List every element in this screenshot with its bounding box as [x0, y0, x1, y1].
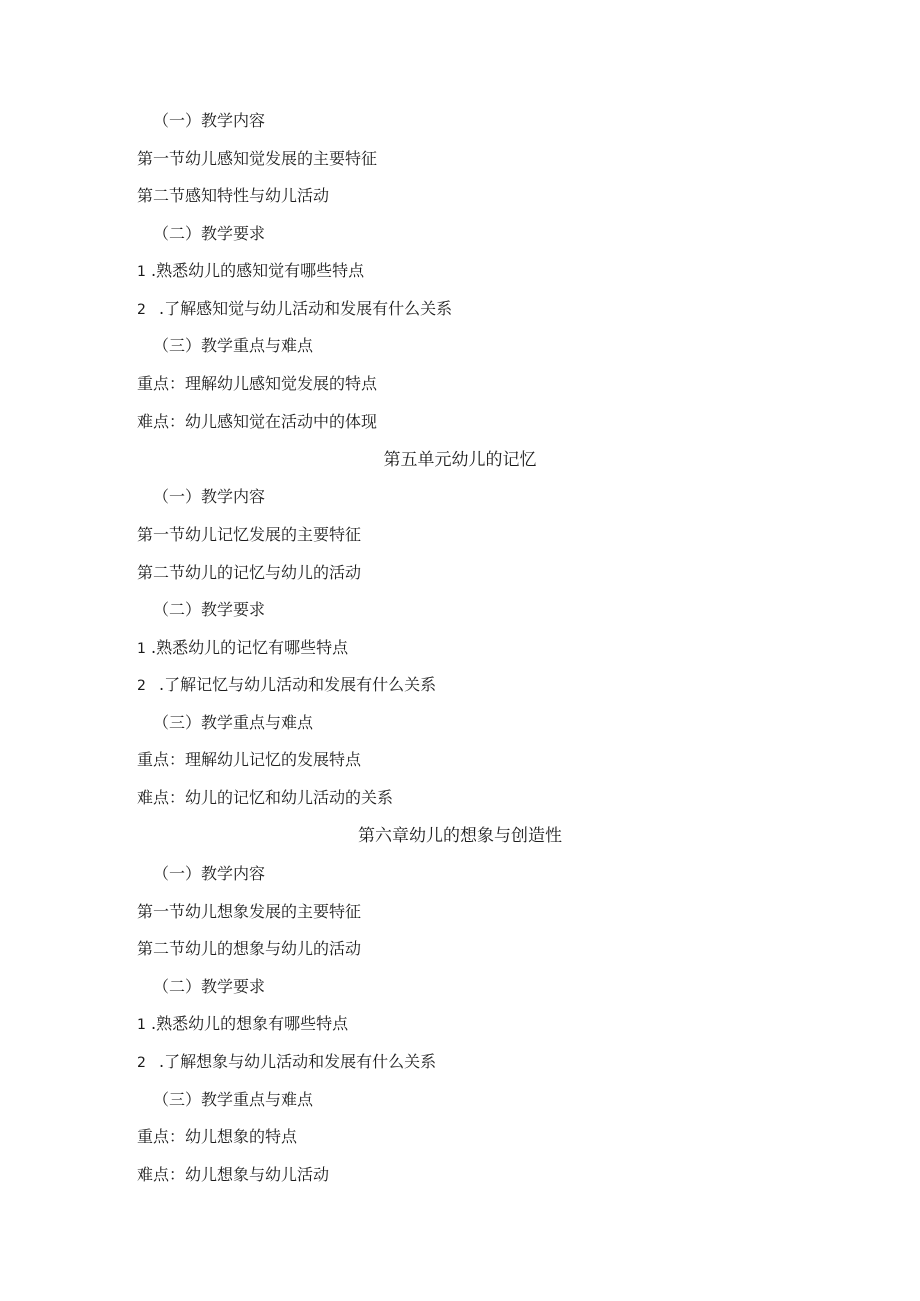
lesson-item: 第二节幼儿的记忆与幼儿的活动	[137, 563, 362, 582]
requirements-title: （二）教学要求	[153, 600, 266, 619]
requirement-number: 1	[137, 641, 146, 657]
difficulty-point: 难点：幼儿的记忆和幼儿活动的关系	[137, 788, 394, 807]
requirement-number: 2	[137, 1055, 146, 1071]
key-points-title: （三）教学重点与难点	[153, 336, 314, 355]
lesson-item: 第二节感知特性与幼儿活动	[137, 186, 330, 205]
content-title: （一）教学内容	[153, 864, 266, 883]
requirement-text: .了解想象与幼儿活动和发展有什么关系	[159, 1052, 437, 1071]
requirement-item	[137, 1010, 348, 1038]
requirement-number: 2	[137, 678, 146, 694]
requirement-text: .了解感知觉与幼儿活动和发展有什么关系	[159, 299, 453, 318]
difficulty-point: 难点：幼儿想象与幼儿活动	[137, 1165, 330, 1184]
requirement-item	[137, 295, 452, 323]
requirement-item	[137, 257, 364, 285]
lesson-item: 第一节幼儿感知觉发展的主要特征	[137, 149, 378, 168]
lesson-item: 第二节幼儿的想象与幼儿的活动	[137, 939, 362, 958]
requirement-item	[137, 671, 436, 699]
lesson-item: 第一节幼儿记忆发展的主要特征	[137, 525, 362, 544]
requirement-number: 1	[137, 264, 146, 280]
difficulty-point: 难点：幼儿感知觉在活动中的体现	[137, 412, 378, 431]
key-points-title: （三）教学重点与难点	[153, 1090, 314, 1109]
content-title: （一）教学内容	[153, 111, 266, 130]
key-point: 重点：幼儿想象的特点	[137, 1127, 298, 1146]
requirement-number: 1	[137, 1017, 146, 1033]
requirement-text: .熟悉幼儿的想象有哪些特点	[151, 1014, 349, 1033]
unit-heading: 第五单元幼儿的记忆	[383, 450, 537, 470]
requirement-text: .熟悉幼儿的记忆有哪些特点	[151, 638, 349, 657]
requirements-title: （二）教学要求	[153, 224, 266, 243]
key-point: 重点：理解幼儿记忆的发展特点	[137, 750, 362, 769]
chapter-heading: 第六章幼儿的想象与创造性	[358, 826, 562, 846]
requirement-text: .熟悉幼儿的感知觉有哪些特点	[151, 261, 365, 280]
key-points-title: （三）教学重点与难点	[153, 713, 314, 732]
key-point: 重点：理解幼儿感知觉发展的特点	[137, 374, 378, 393]
requirements-title: （二）教学要求	[153, 977, 266, 996]
requirement-text: .了解记忆与幼儿活动和发展有什么关系	[159, 675, 437, 694]
requirement-item	[137, 1048, 436, 1076]
requirement-item	[137, 634, 348, 662]
requirement-number: 2	[137, 302, 146, 318]
content-title: （一）教学内容	[153, 487, 266, 506]
lesson-item: 第一节幼儿想象发展的主要特征	[137, 902, 362, 921]
